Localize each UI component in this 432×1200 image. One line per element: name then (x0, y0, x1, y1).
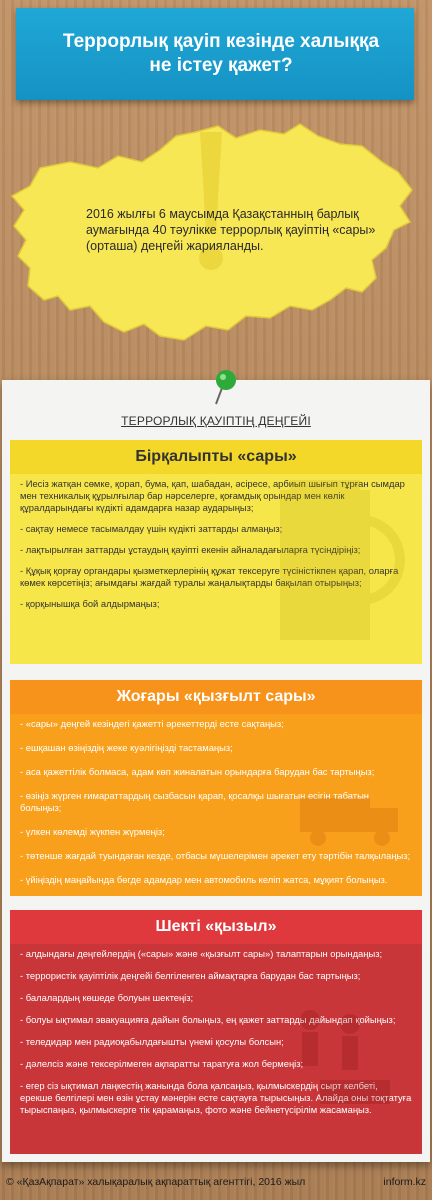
push-pin-icon (210, 366, 240, 406)
level-list (10, 474, 422, 625)
level-card-yellow (10, 440, 422, 664)
list-item: - сақтау немесе тасымалдау үшін күдікті заттарды алмаңыз; (20, 523, 283, 534)
list-item: - Құқық қорғау органдары қызметкерлерінің құжат тексеруге түсіністікпен қарап, оларға көмек көрсетіңіз; ағымдағы жағдай туралы жаңалықтарды бақылап отырыңыз; (20, 565, 399, 588)
level-list (10, 714, 422, 904)
list-item: - ешқашан өзіңіздің жеке куәлігіңізді тастамаңыз; (20, 742, 233, 753)
list-item: - «сары» деңгей кезіндегі қажетті әрекеттерді есте сақтаңыз; (20, 718, 284, 729)
levels-paper (2, 380, 430, 1162)
footer (6, 1172, 426, 1192)
intro-text: 2016 жылғы 6 маусымда Қазақстанның барлық аумағында 40 тәулікке террорлық қауіптің «сары» (орташа) деңгейі жарияланды. (86, 207, 376, 253)
list-item: - лақтырылған заттарды ұстаудың қауіпті екенін айналадағыларға түсіндіріңіз; (20, 544, 361, 555)
list-item: - алдындағы деңгейлердің («сары» және «қызғылт сары») талаптарын орындаңыз; (20, 948, 383, 959)
map-section (0, 110, 432, 360)
level-list (10, 944, 422, 1132)
list-item: - егер сіз ықтимал лаңкестің жанында бола қалсаңыз, қылмыскердің сырт келбеті, ерекше белгілері мен өзін ұстау мәнерін есте сақтауға тырысыңыз. Алайда оны тоқтатуға тырыспаңыз, қылмыскерге тік қарамаңыз, фото және бейнетүсірілім жасамаңыз. (20, 1080, 412, 1115)
page-title: Террорлық қауіп кезінде халыққа не істеу қажет? (62, 31, 380, 76)
level-title: Бірқалыпты «сары» (10, 440, 422, 474)
level-card-orange (10, 680, 422, 896)
copyright-text: © «ҚазАқпарат» халықаралық ақпараттық агенттігі, 2016 жыл (6, 1176, 306, 1188)
list-item: - болуы ықтимал эвакуацияға дайын болыңыз, ең қажет заттарды дайындап қойыңыз; (20, 1014, 396, 1025)
threat-level-heading: ТЕРРОРЛЫҚ ҚАУІПТІҢ ДЕҢГЕЙІ (121, 414, 311, 428)
list-item: - қорқынышқа бой алдырмаңыз; (20, 598, 160, 609)
list-item: - аса қажеттілік болмаса, адам көп жиналатын орындарға барудан бас тартыңыз; (20, 766, 375, 777)
list-item: - Иесіз жатқан сөмке, қорап, бума, қап, шабадан, әсіресе, арбиып шығып тұрған сымдар мен техникалық құрылғылар бар нәрселерге, қоғамдық орындар мен көлік құралдарындағы күдікті адамдарға назар аударыңыз; (20, 478, 405, 513)
site-link[interactable]: inform.kz (383, 1176, 426, 1188)
level-card-red (10, 910, 422, 1154)
list-item: - террористік қауіптілік деңгейі белгіленген аймақтарға барудан бас тартыңыз; (20, 970, 361, 981)
list-item: - үлкен көлемді жүкпен жүрмеңіз; (20, 826, 165, 837)
list-item: - өзіңіз жүрген ғимараттардың сызбасын қарап, қосалқы шығатын есігін табатын болыңыз; (20, 790, 369, 813)
level-title: Жоғары «қызғылт сары» (10, 680, 422, 714)
level-title: Шекті «қызыл» (10, 910, 422, 944)
list-item: - дәлелсіз және тексерілмеген ақпаратты таратуға жол бермеңіз; (20, 1058, 304, 1069)
header-banner (16, 8, 414, 100)
list-item: - балалардың көшеде болуын шектеңіз; (20, 992, 194, 1003)
list-item: - теледидар мен радиоқабылдағышты үнемі қосулы болсын; (20, 1036, 284, 1047)
list-item: - төтенше жағдай туындаған кезде, отбасы мүшелерімен әрекет ету тәртібін талқылаңыз; (20, 850, 411, 861)
list-item: - үйіңіздің маңайында бөгде адамдар мен автомобиль келіп жатса, мұқият болыңыз. (20, 874, 388, 885)
